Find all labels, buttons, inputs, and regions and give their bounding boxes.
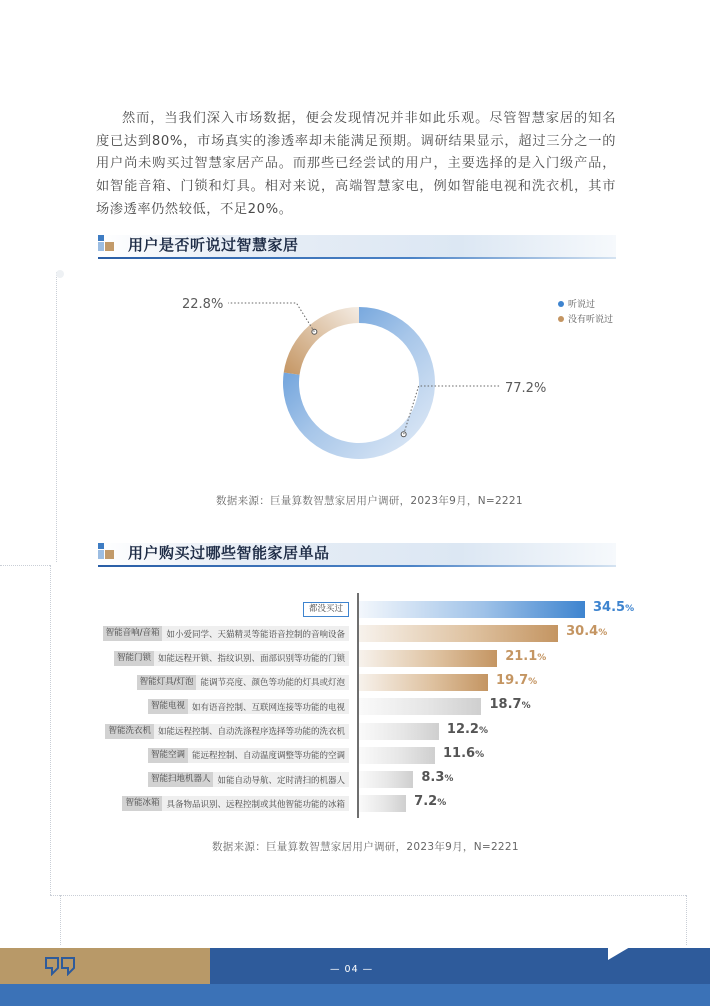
header-square-icon: [98, 235, 104, 241]
legend-label: 听说过: [568, 300, 596, 310]
legend-item: [558, 296, 613, 311]
header-square-icon: [105, 242, 114, 251]
footer-band-bottom: [0, 984, 710, 1006]
header-square-icon: [105, 550, 114, 559]
header-square-icon: [98, 242, 104, 251]
intro-paragraph: 然而，当我们深入市场数据，便会发现情况并非如此乐观。尽管智慧家居的知名度已达到80%，市场真实的渗透率却未能满足预期。调研结果显示，超过三分之一的用户尚未购买过智慧家居产品。而那些已经尝试的用户，主要选择的是入门级产品，如智能音箱、门锁和灯具。相对来说，高端智慧家电，例如智能电视和洗衣机，其市场渗透率仍然较低，不足20%。: [96, 111, 616, 217]
category-description: 如能自动导航、定时清扫的机器人: [217, 775, 345, 786]
legend-item: [558, 311, 613, 326]
category-description: 具备物品识别、远程控制或其他智能功能的冰箱: [166, 799, 345, 810]
bar-row: [0, 624, 710, 644]
category-name: 都没买过: [303, 602, 349, 617]
unit-label: %: [537, 652, 547, 663]
legend-dot-tan: [558, 316, 564, 322]
category-name: 智能冰箱: [122, 796, 162, 811]
donut-label-tan: 22.8%: [182, 297, 224, 312]
section-title: 用户购买过哪些智能家居单品: [128, 544, 330, 562]
bar-row: [0, 770, 710, 790]
footer-band-left: [0, 948, 210, 984]
bar-category-label: [148, 748, 349, 763]
bar-value-label: 18.7%: [489, 697, 531, 713]
dotted-frame-bottom: [50, 895, 686, 896]
page-number: — 04 —: [330, 964, 374, 975]
bar-value-label: 21.1%: [505, 648, 547, 664]
unit-label: %: [521, 701, 531, 712]
dotted-frame-leftmost: [60, 895, 61, 945]
unit-label: %: [437, 798, 447, 809]
bar-value-label: 19.7%: [496, 672, 538, 688]
bar-mark: [359, 795, 406, 812]
donut-label-blue: 77.2%: [505, 381, 547, 396]
unit-label: %: [475, 749, 485, 760]
legend-dot-blue: [558, 301, 564, 307]
unit-label: %: [478, 725, 489, 736]
bar-mark: [359, 747, 435, 764]
category-description: 能调节亮度、颜色等功能的灯具或灯泡: [200, 678, 345, 689]
unit-label: %: [528, 676, 538, 687]
section-title: 用户是否听说过智慧家居: [128, 236, 299, 254]
category-name: 智能电视: [148, 699, 188, 714]
bar-mark: [359, 650, 497, 667]
bar-row: [0, 746, 710, 766]
bar-value-label: 8.3%: [421, 770, 454, 786]
source-note: 数据来源：巨量算数智慧家居用户调研，2023年9月，N=2221: [212, 841, 519, 853]
category-name: 智能音响/音箱: [103, 626, 163, 641]
bar-mark: [359, 723, 439, 740]
bar-category-label: [114, 651, 349, 666]
bar-category-label: [103, 626, 349, 641]
bar-category-label: [148, 699, 349, 714]
bar-category-label: [137, 675, 349, 690]
bar-category-label: [122, 796, 349, 811]
donut-legend: [558, 296, 613, 326]
bar-row: [0, 794, 710, 814]
category-name: 智能灯具/灯泡: [137, 675, 197, 690]
dotted-frame-right: [686, 895, 687, 945]
category-name: 智能门锁: [114, 651, 154, 666]
section-header-awareness: [98, 235, 616, 257]
unit-label: %: [598, 628, 608, 639]
section-header-purchases: [98, 543, 616, 565]
header-square-icon: [98, 550, 104, 559]
bar-row: [0, 673, 710, 693]
bar-value-label: 12.2%: [446, 721, 489, 737]
category-description: 能远程控制、自动温度调整等功能的空调: [191, 751, 345, 762]
bar-mark: [359, 771, 413, 788]
footer-band-right: [210, 948, 710, 984]
category-name: 智能空调: [148, 748, 188, 763]
bar-value-label: 11.6%: [442, 745, 485, 761]
header-underline: [98, 565, 616, 567]
bar-mark: [359, 674, 488, 691]
bar-row: [0, 722, 710, 742]
category-description: 如小爱同学、天猫精灵等能语音控制的音响设备: [166, 629, 345, 640]
category-name: 智能洗衣机: [105, 724, 154, 739]
bar-value-label: 34.5%: [593, 600, 635, 615]
leader-line: [228, 303, 314, 332]
bar-value-label: 7.2%: [414, 794, 447, 810]
bar-mark: [359, 601, 585, 618]
footer-notch: [608, 947, 630, 960]
bar-row: [0, 600, 710, 620]
header-underline: [98, 257, 616, 259]
unit-label: %: [444, 774, 454, 785]
dot-marker: [56, 270, 64, 278]
quote-mark-icon: [44, 956, 78, 976]
legend-label: 没有听说过: [568, 315, 614, 325]
bar-mark: [359, 698, 481, 715]
source-note: 数据来源：巨量算数智慧家居用户调研，2023年9月，N=2221: [216, 495, 523, 507]
dotted-frame-left-lower: [0, 565, 50, 566]
donut-slice-not-heard: [284, 307, 359, 375]
bar-row: [0, 697, 710, 717]
bar-category-label: [105, 724, 349, 739]
bar-row: [0, 649, 710, 669]
bar-value-label: 30.4%: [566, 624, 608, 640]
bar-category-label: [148, 772, 349, 787]
unit-label: %: [625, 604, 635, 614]
bar-category-label: [303, 602, 349, 617]
category-name: 智能扫地机器人: [148, 772, 214, 787]
header-square-icon: [98, 543, 104, 549]
category-description: 如能远程控制、自动洗涤程序选择等功能的洗衣机: [157, 727, 345, 737]
bar-mark: [359, 625, 558, 642]
category-description: 如能远程开锁、指纹识别、面部识别等功能的门锁: [157, 654, 345, 665]
category-description: 如有语音控制、互联网连接等功能的电视: [191, 702, 345, 713]
